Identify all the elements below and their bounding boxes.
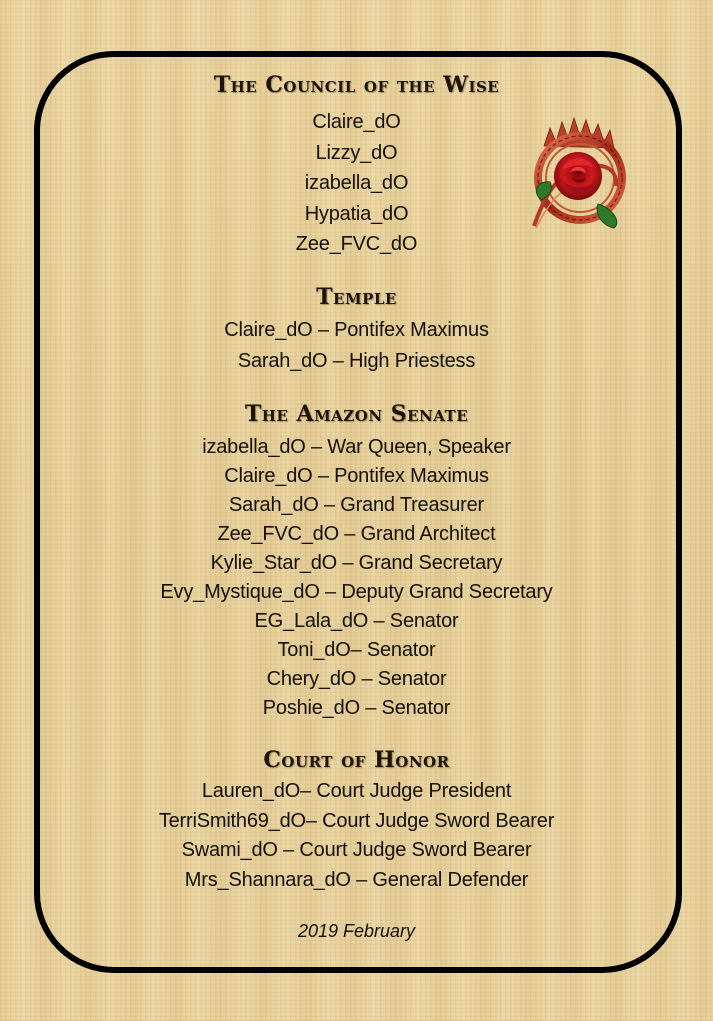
senate-member: EG_Lala_dO – Senator (254, 610, 459, 632)
senate-section (40, 401, 673, 723)
council-member: Zee_FVC_dO (295, 233, 418, 255)
senate-member: Claire_dO – Pontifex Maximus (224, 465, 489, 487)
temple-member: Claire_dO – Pontifex Maximus (224, 319, 489, 341)
senate-member: Zee_FVC_dO – Grand Architect (217, 523, 496, 545)
council-member: izabella_dO (304, 172, 409, 194)
senate-member: izabella_dO – War Queen, Speaker (202, 436, 511, 458)
issue-date: 2019 February (297, 921, 416, 941)
senate-member: Chery_dO – Senator (266, 668, 447, 690)
senate-member: Evy_Mystique_dO – Deputy Grand Secretary (160, 581, 553, 603)
council-member: Hypatia_dO (304, 202, 409, 225)
temple-heading: Temple (316, 284, 397, 310)
senate-member: Kylie_Star_dO – Grand Secretary (210, 552, 503, 574)
senate-member: Toni_dO– Senator (277, 639, 436, 661)
senate-member: Sarah_dO – Grand Treasurer (229, 494, 484, 516)
council-section (40, 72, 673, 260)
court-member: TerriSmith69_dO– Court Judge Sword Bearer (158, 809, 555, 832)
council-heading: The Council of the Wise (213, 72, 500, 98)
council-member: Claire_dO (312, 111, 401, 133)
court-member: Lauren_dO– Court Judge President (201, 780, 512, 802)
council-member: Lizzy_dO (315, 141, 398, 164)
court-heading: Court of Honor (263, 747, 450, 773)
temple-member: Sarah_dO – High Priestess (237, 349, 476, 372)
court-section (40, 747, 673, 895)
senate-member: Poshie_dO – Senator (262, 697, 451, 719)
temple-section (40, 284, 673, 376)
court-member: Mrs_Shannara_dO – General Defender (184, 868, 529, 891)
court-member: Swami_dO – Court Judge Sword Bearer (181, 839, 532, 861)
senate-heading: The Amazon Senate (244, 401, 469, 427)
